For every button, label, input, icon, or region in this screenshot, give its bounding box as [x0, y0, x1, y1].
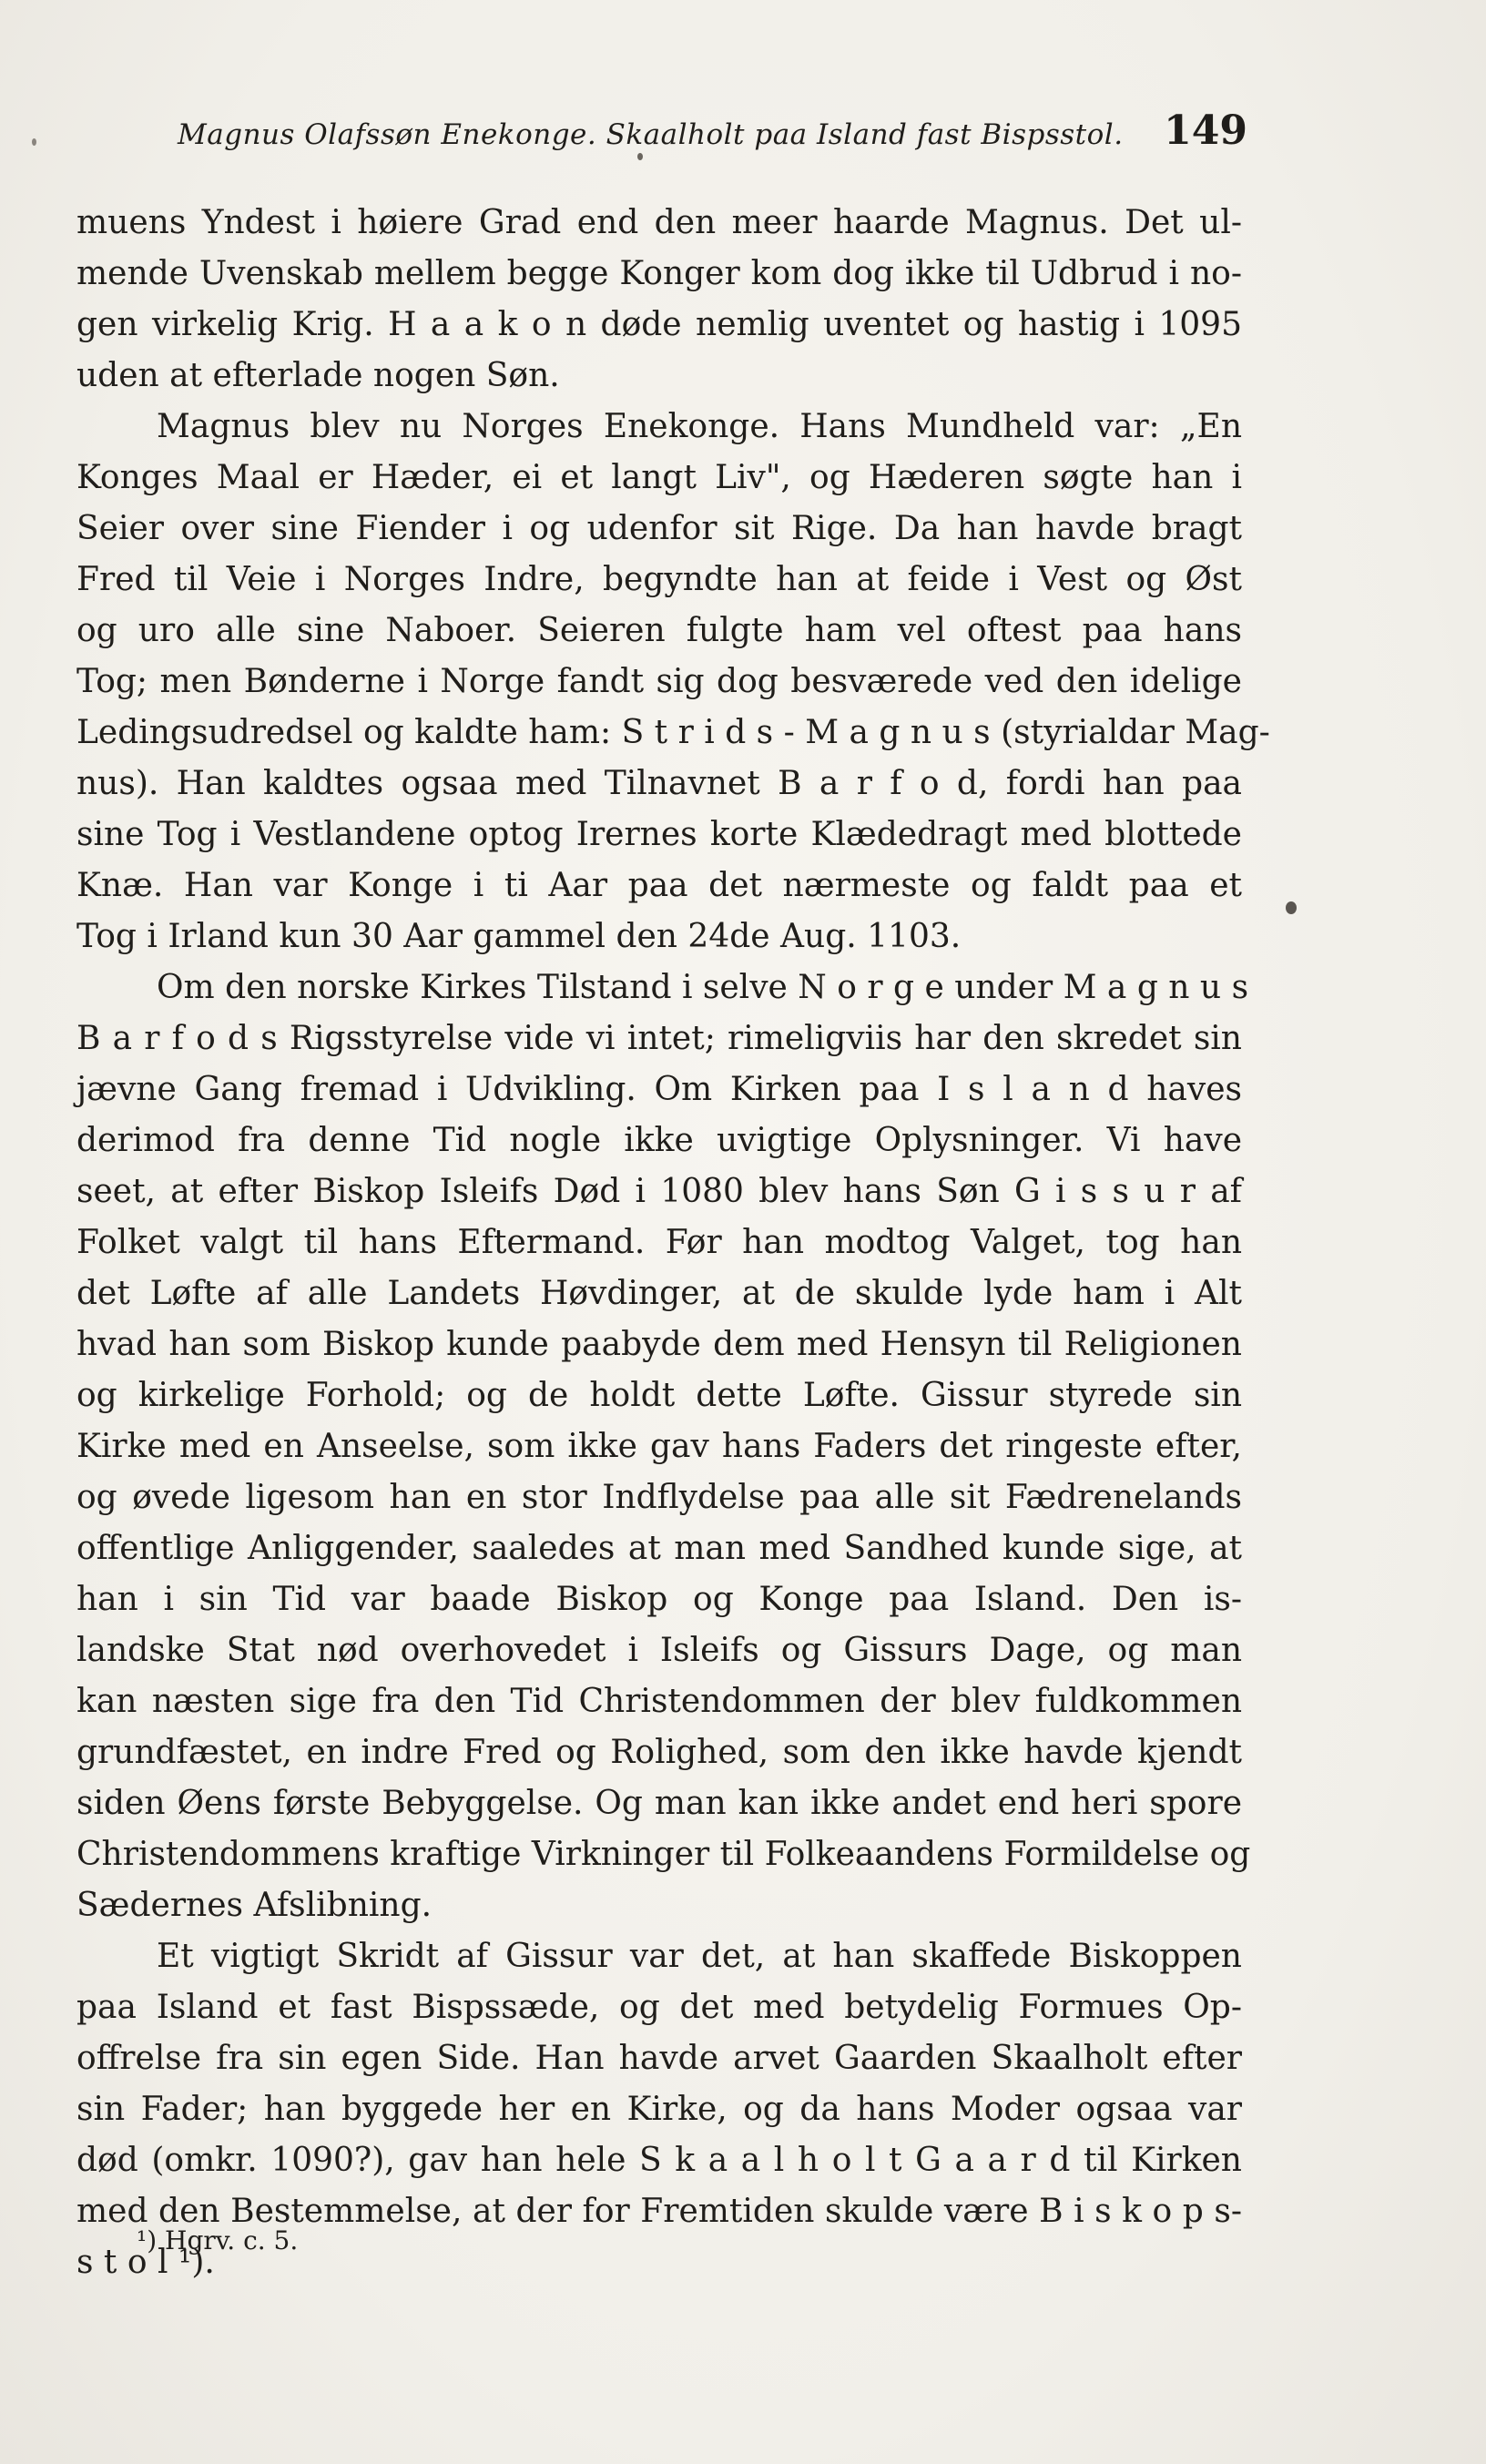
text-line: jævne Gang fremad i Udvikling. Om Kirken paa I s l a n d haves [76, 1071, 1242, 1108]
text-line: Tog i Irland kun 30 Aar gammel den 24de Aug. 1103. [76, 918, 962, 955]
paragraph-first-line: Om den norske Kirkes Tilstand i selve N o r g e under M a g n u s [157, 969, 1249, 1006]
running-head: Magnus Olafssøn Enekonge. Skaalholt paa Island fast Bispsstol. [178, 118, 1124, 151]
text-line: sine Tog i Vestlandene optog Irernes korte Klædedragt med blottede [76, 816, 1242, 853]
text-line: Tog; men Bønderne i Norge fandt sig dog besværede ved den idelige [76, 663, 1242, 700]
text-line: muens Yndest i høiere Grad end den meer haarde Magnus. Det ul- [76, 204, 1242, 241]
text-line: mende Uvenskab mellem begge Konger kom dog ikke til Udbrud i no- [76, 255, 1242, 292]
body-text [76, 198, 1270, 2288]
page-header [178, 107, 1247, 162]
paragraph-first-line: Magnus blev nu Norges Enekonge. Hans Mundheld var: „En [157, 408, 1242, 445]
text-line: Sædernes Afslibning. [76, 1887, 433, 1924]
text-line: siden Øens første Bebyggelse. Og man kan ikke andet end heri spore [76, 1785, 1242, 1822]
text-line: kan næsten sige fra den Tid Christendommen der blev fuldkommen [76, 1683, 1242, 1720]
text-line: Kirke med en Anseelse, som ikke gav hans Faders det ringeste efter, [76, 1428, 1242, 1465]
text-line: offrelse fra sin egen Side. Han havde arvet Gaarden Skaalholt efter [76, 2040, 1242, 2077]
text-line: derimod fra denne Tid nogle ikke uvigtige Oplysninger. Vi have [76, 1122, 1242, 1159]
text-line: Seier over sine Fiender i og udenfor sit Rige. Da han havde bragt [76, 510, 1242, 547]
text-line: han i sin Tid var baade Biskop og Konge paa Island. Den is- [76, 1581, 1242, 1618]
text-line: og øvede ligesom han en stor Indflydelse paa alle sit Fædrenelands [76, 1479, 1242, 1516]
text-line: med den Bestemmelse, at der for Fremtiden skulde være B i s k o p s- [76, 2193, 1242, 2230]
ink-spot [1286, 901, 1297, 914]
text-line: Folket valgt til hans Eftermand. Før han modtog Valget, tog han [76, 1224, 1242, 1261]
text-line: og kirkelige Forhold; og de holdt dette Løfte. Gissur styrede sin [76, 1377, 1242, 1414]
text-line: seet, at efter Biskop Isleifs Død i 1080 blev hans Søn G i s s u r af [76, 1173, 1242, 1210]
text-line: B a r f o d s Rigsstyrelse vide vi intet; rimeligviis har den skredet sin [76, 1020, 1242, 1057]
text-line: offentlige Anliggender, saaledes at man med Sandhed kunde sige, at [76, 1530, 1242, 1567]
text-line: nus). Han kaldtes ogsaa med Tilnavnet B a r f o d, fordi han paa [76, 765, 1242, 802]
text-line: og uro alle sine Naboer. Seieren fulgte ham vel oftest paa hans [76, 612, 1242, 649]
paper-speck [32, 138, 36, 146]
text-line: gen virkelig Krig. H a a k o n døde nemlig uventet og hastig i 1095 [76, 306, 1242, 343]
text-line: Christendommens kraftige Virkninger til Folkeaandens Formildelse og [76, 1836, 1251, 1873]
text-line: s t o l ¹). [76, 2244, 215, 2281]
text-line: Knæ. Han var Konge i ti Aar paa det nærmeste og faldt paa et [76, 867, 1242, 904]
footnote: ¹) Hgrv. c. 5. [137, 2225, 299, 2255]
text-line: landske Stat nød overhovedet i Isleifs og Gissurs Dage, og man [76, 1632, 1242, 1669]
paragraph-first-line: Et vigtigt Skridt af Gissur var det, at han skaffede Biskoppen [157, 1938, 1242, 1975]
text-line: sin Fader; han byggede her en Kirke, og da hans Moder ogsaa var [76, 2091, 1242, 2128]
text-line: hvad han som Biskop kunde paabyde dem med Hensyn til Religionen [76, 1326, 1242, 1363]
text-line: paa Island et fast Bispssæde, og det med betydelig Formues Op- [76, 1989, 1242, 2026]
text-line: Konges Maal er Hæder, ei et langt Liv", og Hæderen søgte han i [76, 459, 1242, 496]
text-line: Ledingsudredsel og kaldte ham: S t r i d s - M a g n u s (styrialdar Mag- [76, 714, 1270, 751]
text-line: uden at efterlade nogen Søn. [76, 357, 560, 394]
text-line: Fred til Veie i Norges Indre, begyndte han at feide i Vest og Øst [76, 561, 1242, 598]
text-line: det Løfte af alle Landets Høvdinger, at de skulde lyde ham i Alt [76, 1275, 1242, 1312]
text-line: grundfæstet, en indre Fred og Rolighed, som den ikke havde kjendt [76, 1734, 1242, 1771]
text-line: død (omkr. 1090?), gav han hele S k a a l h o l t G a a r d til Kirken [76, 2142, 1242, 2179]
page-number: 149 [1164, 107, 1247, 154]
